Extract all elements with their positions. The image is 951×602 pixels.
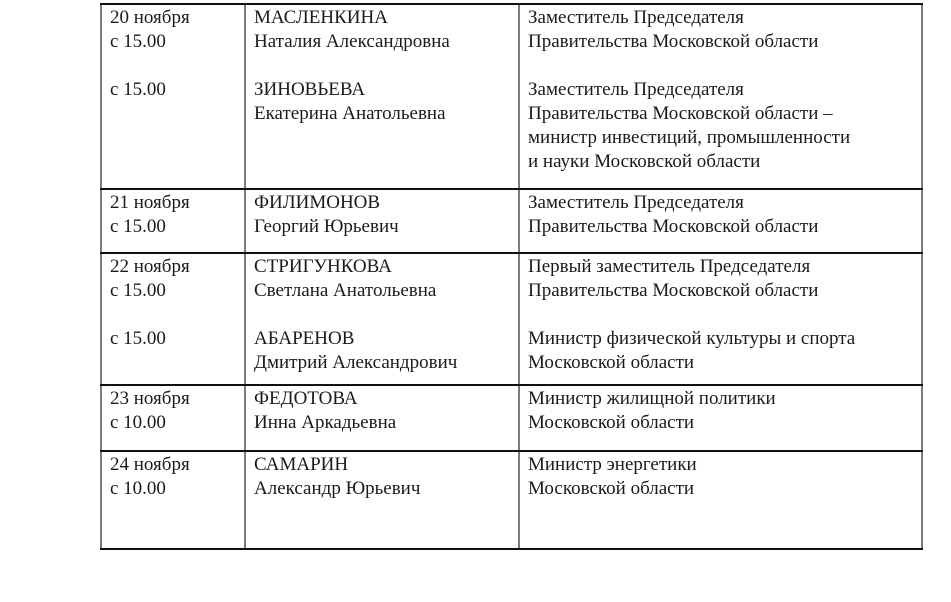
date-cell <box>100 5 244 188</box>
date: 24 ноября <box>110 454 190 475</box>
name-cell <box>244 254 518 384</box>
surname: МАСЛЕНКИНА <box>254 7 388 28</box>
name-cell <box>244 386 518 450</box>
date: 23 ноября <box>110 388 190 409</box>
position-line: Московской области <box>528 352 695 373</box>
surname: ФЕДОТОВА <box>254 388 358 409</box>
date: 20 ноября <box>110 7 190 28</box>
position-cell <box>518 386 923 450</box>
position-line: Заместитель Председателя <box>528 192 744 213</box>
date: 22 ноября <box>110 256 190 277</box>
name-cell <box>244 452 518 548</box>
position-cell <box>518 254 923 384</box>
table-row <box>100 452 923 550</box>
surname: ФИЛИМОНОВ <box>254 192 381 213</box>
position-line: Заместитель Председателя <box>528 79 744 100</box>
position-line: Министр жилищной политики <box>528 388 776 409</box>
surname: АБАРЕНОВ <box>254 328 355 349</box>
position-line: Правительства Московской области <box>528 216 819 237</box>
time: с 10.00 <box>110 412 166 433</box>
table-row <box>100 386 923 452</box>
position-line: и науки Московской области <box>528 151 761 172</box>
name-cell <box>244 5 518 188</box>
given-name: Александр Юрьевич <box>254 478 421 499</box>
time: с 15.00 <box>110 216 166 237</box>
position-cell <box>518 190 923 252</box>
given-name: Наталия Александровна <box>254 31 450 52</box>
position-line: министр инвестиций, промышленности <box>528 127 851 148</box>
position-line: Правительства Московской области <box>528 31 819 52</box>
date-cell <box>100 190 244 252</box>
given-name: Светлана Анатольевна <box>254 280 437 301</box>
date-cell <box>100 452 244 548</box>
surname: САМАРИН <box>254 454 349 475</box>
position-line: Заместитель Председателя <box>528 7 744 28</box>
table-row <box>100 254 923 386</box>
date-cell <box>100 386 244 450</box>
position-line: Московской области <box>528 412 695 433</box>
date-cell <box>100 254 244 384</box>
table-row <box>100 3 923 190</box>
date: 21 ноября <box>110 192 190 213</box>
position-line: Правительства Московской области <box>528 280 819 301</box>
surname: ЗИНОВЬЕВА <box>254 79 366 100</box>
position-line: Министр энергетики <box>528 454 697 475</box>
time: с 10.00 <box>110 478 166 499</box>
given-name: Екатерина Анатольевна <box>254 103 446 124</box>
position-cell <box>518 5 923 188</box>
time: с 15.00 <box>110 328 166 349</box>
given-name: Инна Аркадьевна <box>254 412 397 433</box>
position-line: Первый заместитель Председателя <box>528 256 811 277</box>
schedule-table <box>100 3 923 550</box>
name-cell <box>244 190 518 252</box>
position-line: Московской области <box>528 478 695 499</box>
time: с 15.00 <box>110 31 166 52</box>
position-line: Министр физической культуры и спорта <box>528 328 856 349</box>
given-name: Георгий Юрьевич <box>254 216 399 237</box>
time: с 15.00 <box>110 280 166 301</box>
position-line: Правительства Московской области – <box>528 103 833 124</box>
position-cell <box>518 452 923 548</box>
table-row <box>100 190 923 254</box>
surname: СТРИГУНКОВА <box>254 256 392 277</box>
time: с 15.00 <box>110 79 166 100</box>
given-name: Дмитрий Александрович <box>254 352 458 373</box>
